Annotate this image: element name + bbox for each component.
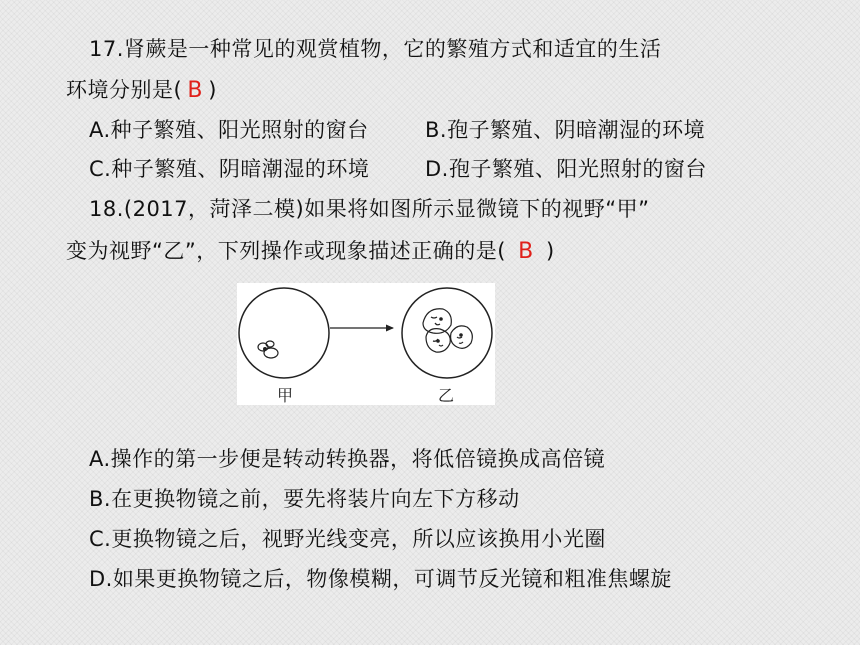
q18-stem-line2-prefix: 变为视野“乙”，下列操作或现象描述正确的是( [66,239,506,263]
microscope-figure [237,283,495,405]
q17-stem-line2-suffix: ) [208,78,217,102]
q17-option-b: B.孢子繁殖、阴暗潮湿的环境 [425,118,706,142]
q18-answer: B [518,239,534,264]
field-jia-circle [239,288,329,378]
q17-option-d: D.孢子繁殖、阳光照射的窗台 [425,157,707,181]
q18-option-b: B.在更换物镜之前，要先将装片向左下方移动 [89,487,520,511]
figure-label-yi: 乙 [438,386,455,405]
q17-option-c: C.种子繁殖、阴暗潮湿的环境 [89,157,370,181]
microscope-fields-illustration [237,283,495,405]
q18-option-c: C.更换物镜之后，视野光线变亮，所以应该换用小光圈 [89,527,606,551]
q17-stem-line2-prefix: 环境分别是( [66,78,183,102]
q18-option-d: D.如果更换物镜之后，物像模糊，可调节反光镜和粗准焦螺旋 [89,567,672,591]
q17-option-a: A.种子繁殖、阳光照射的窗台 [89,118,369,142]
figure-label-jia: 甲 [277,386,294,405]
field-jia-cells [258,341,278,358]
q17-stem-line2 [66,76,217,105]
q18-option-a: A.操作的第一步便是转动转换器，将低倍镜换成高倍镜 [89,447,606,471]
q18-stem-line1: 18.(2017，菏泽二模)如果将如图所示显微镜下的视野“甲” [89,197,650,221]
q17-answer: B [187,78,203,103]
q18-stem-line2-suffix: ) [545,239,555,263]
field-yi-cells [423,309,472,352]
arrow-head [386,325,394,332]
q17-stem-line1: 17.肾蕨是一种常见的观赏植物，它的繁殖方式和适宜的生活 [89,37,662,61]
q18-stem-line2 [66,237,555,266]
